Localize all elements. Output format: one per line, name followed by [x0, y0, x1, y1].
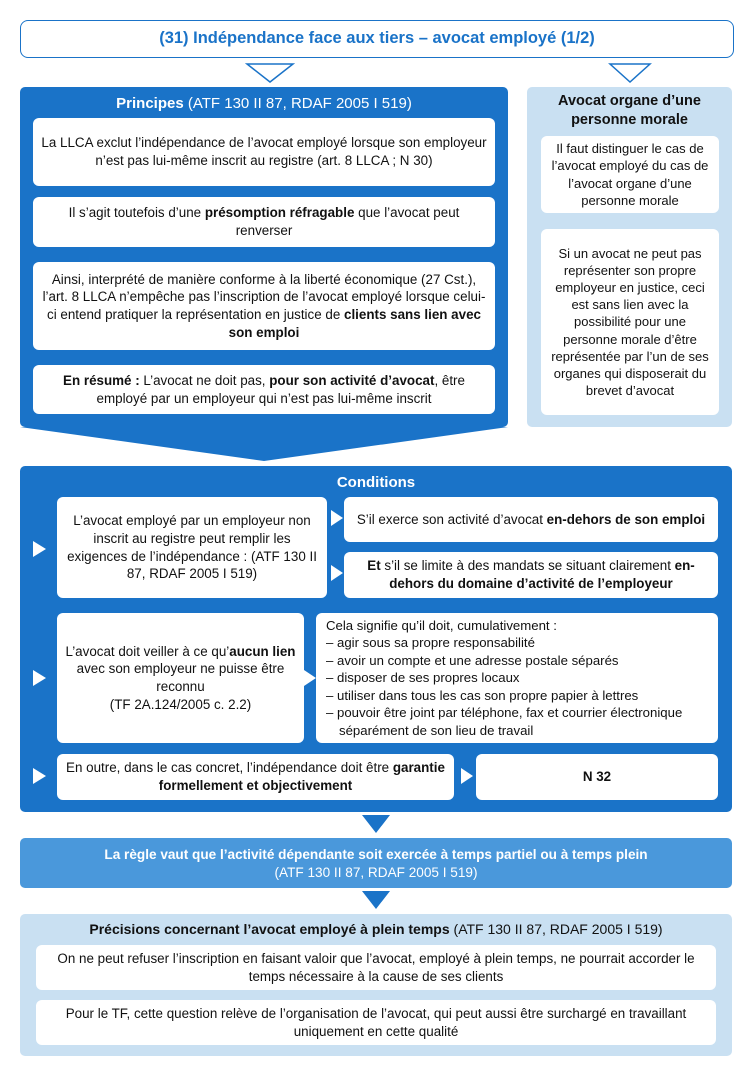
organe-header: Avocat organe d’une personne morale [558, 93, 701, 128]
conditions-header: Conditions [336, 474, 416, 491]
outline-arrow-right [608, 62, 652, 84]
principes-box-3: Ainsi, interprété de manière conforme à la liberté économique (27 Cst.), l’art. 8 LLCA n’empêche pas l’inscription de l’avocat employé lorsque celui-ci entend pratiquer la représentation en justice de clients sans lien avec son emploi [33, 262, 495, 350]
organe-box-2: Si un avocat ne peut pas représenter son propre employeur en justice, ceci est sans lien avec la possibilité pour une personne morale d’être représentée par l’un de ses organes qui disposerait du brevet d’avocat [541, 229, 719, 415]
list-item: – utiliser dans tous les cas son propre papier à lettres [326, 687, 639, 703]
principes-header: Principes (ATF 130 II 87, RDAF 2005 I 519) [116, 95, 412, 112]
play-icon [304, 670, 316, 686]
list-item: – disposer de ses propres locaux [326, 670, 520, 686]
outline-arrow-left [245, 62, 295, 84]
precisions-box-2: Pour le TF, cette question relève de l’organisation de l’avocat, qui peut aussi être surchargé en travaillant uniquement en cette qualité [36, 1000, 716, 1045]
conditions-list-box: Cela signifie qu’il doit, cumulativement : – agir sous sa propre responsabilité – avoir un compte et une adresse postale séparés – disposer de ses propres locaux – utiliser dans tous les cas son propre papier à lettres – pouvoir être joint par téléphone, fax et courrier électronique séparément de son lieu de travail [316, 613, 718, 743]
down-arrow [362, 891, 390, 911]
conditions-right-1b: Et s’il se limite à des mandats se situant clairement en-dehors du domaine d’activité de l’employeur [344, 552, 718, 598]
conditions-left-1: L’avocat employé par un employeur non inscrit au registre peut remplir les exigences de l’indépendance : (ATF 130 II 87, RDAF 2005 I 519) [57, 497, 327, 598]
play-icon [461, 768, 473, 784]
down-arrow [362, 815, 390, 835]
list-item: – agir sous sa propre responsabilité [326, 635, 535, 651]
precisions-header: Précisions concernant l’avocat employé à plein temps (ATF 130 II 87, RDAF 2005 I 519) [89, 921, 663, 937]
play-icon [331, 565, 343, 581]
precisions-box-1: On ne peut refuser l’inscription en faisant valoir que l’avocat, employé à plein temps, ne pourrait accorder le temps nécessaire à la cause de ses clients [36, 945, 716, 990]
organe-box-1: Il faut distinguer le cas de l’avocat employé du cas de l’avocat organe d’une personne morale [541, 136, 719, 213]
list-item: – pouvoir être joint par téléphone, fax et courrier électronique séparément de son lieu de travail [326, 705, 683, 738]
principes-box-4: En résumé : L’avocat ne doit pas, pour son activité d’avocat, être employé par un employeur qui n’est pas lui-même inscrit [33, 365, 495, 414]
play-icon [33, 670, 46, 686]
wide-down-arrow [20, 427, 508, 463]
conditions-left-3: En outre, dans le cas concret, l’indépendance doit être garantie formellement et objectivement [57, 754, 454, 800]
play-icon [33, 541, 46, 557]
principes-box-2: Il s’agit toutefois d’une présomption réfragable que l’avocat peut renverser [33, 197, 495, 247]
list-item: – avoir un compte et une adresse postale séparés [326, 652, 619, 668]
play-icon [331, 510, 343, 526]
conditions-right-3: N 32 [476, 754, 718, 800]
principes-box-1: La LLCA exclut l’indépendance de l’avocat employé lorsque son employeur n’est pas lui-même inscrit au registre (art. 8 LLCA ; N 30) [33, 118, 495, 186]
conditions-left-2: L’avocat doit veiller à ce qu’aucun lien avec son employeur ne puisse être reconnu (TF 2A.124/2005 c. 2.2) [57, 613, 304, 743]
play-icon [33, 768, 46, 784]
page-title: (31) Indépendance face aux tiers – avocat employé (1/2) [20, 20, 734, 58]
regle-panel: La règle vaut que l’activité dépendante soit exercée à temps partiel ou à temps plein (ATF 130 II 87, RDAF 2005 I 519) [20, 838, 732, 888]
conditions-right-1a: S’il exerce son activité d’avocat en-dehors de son emploi [344, 497, 718, 542]
